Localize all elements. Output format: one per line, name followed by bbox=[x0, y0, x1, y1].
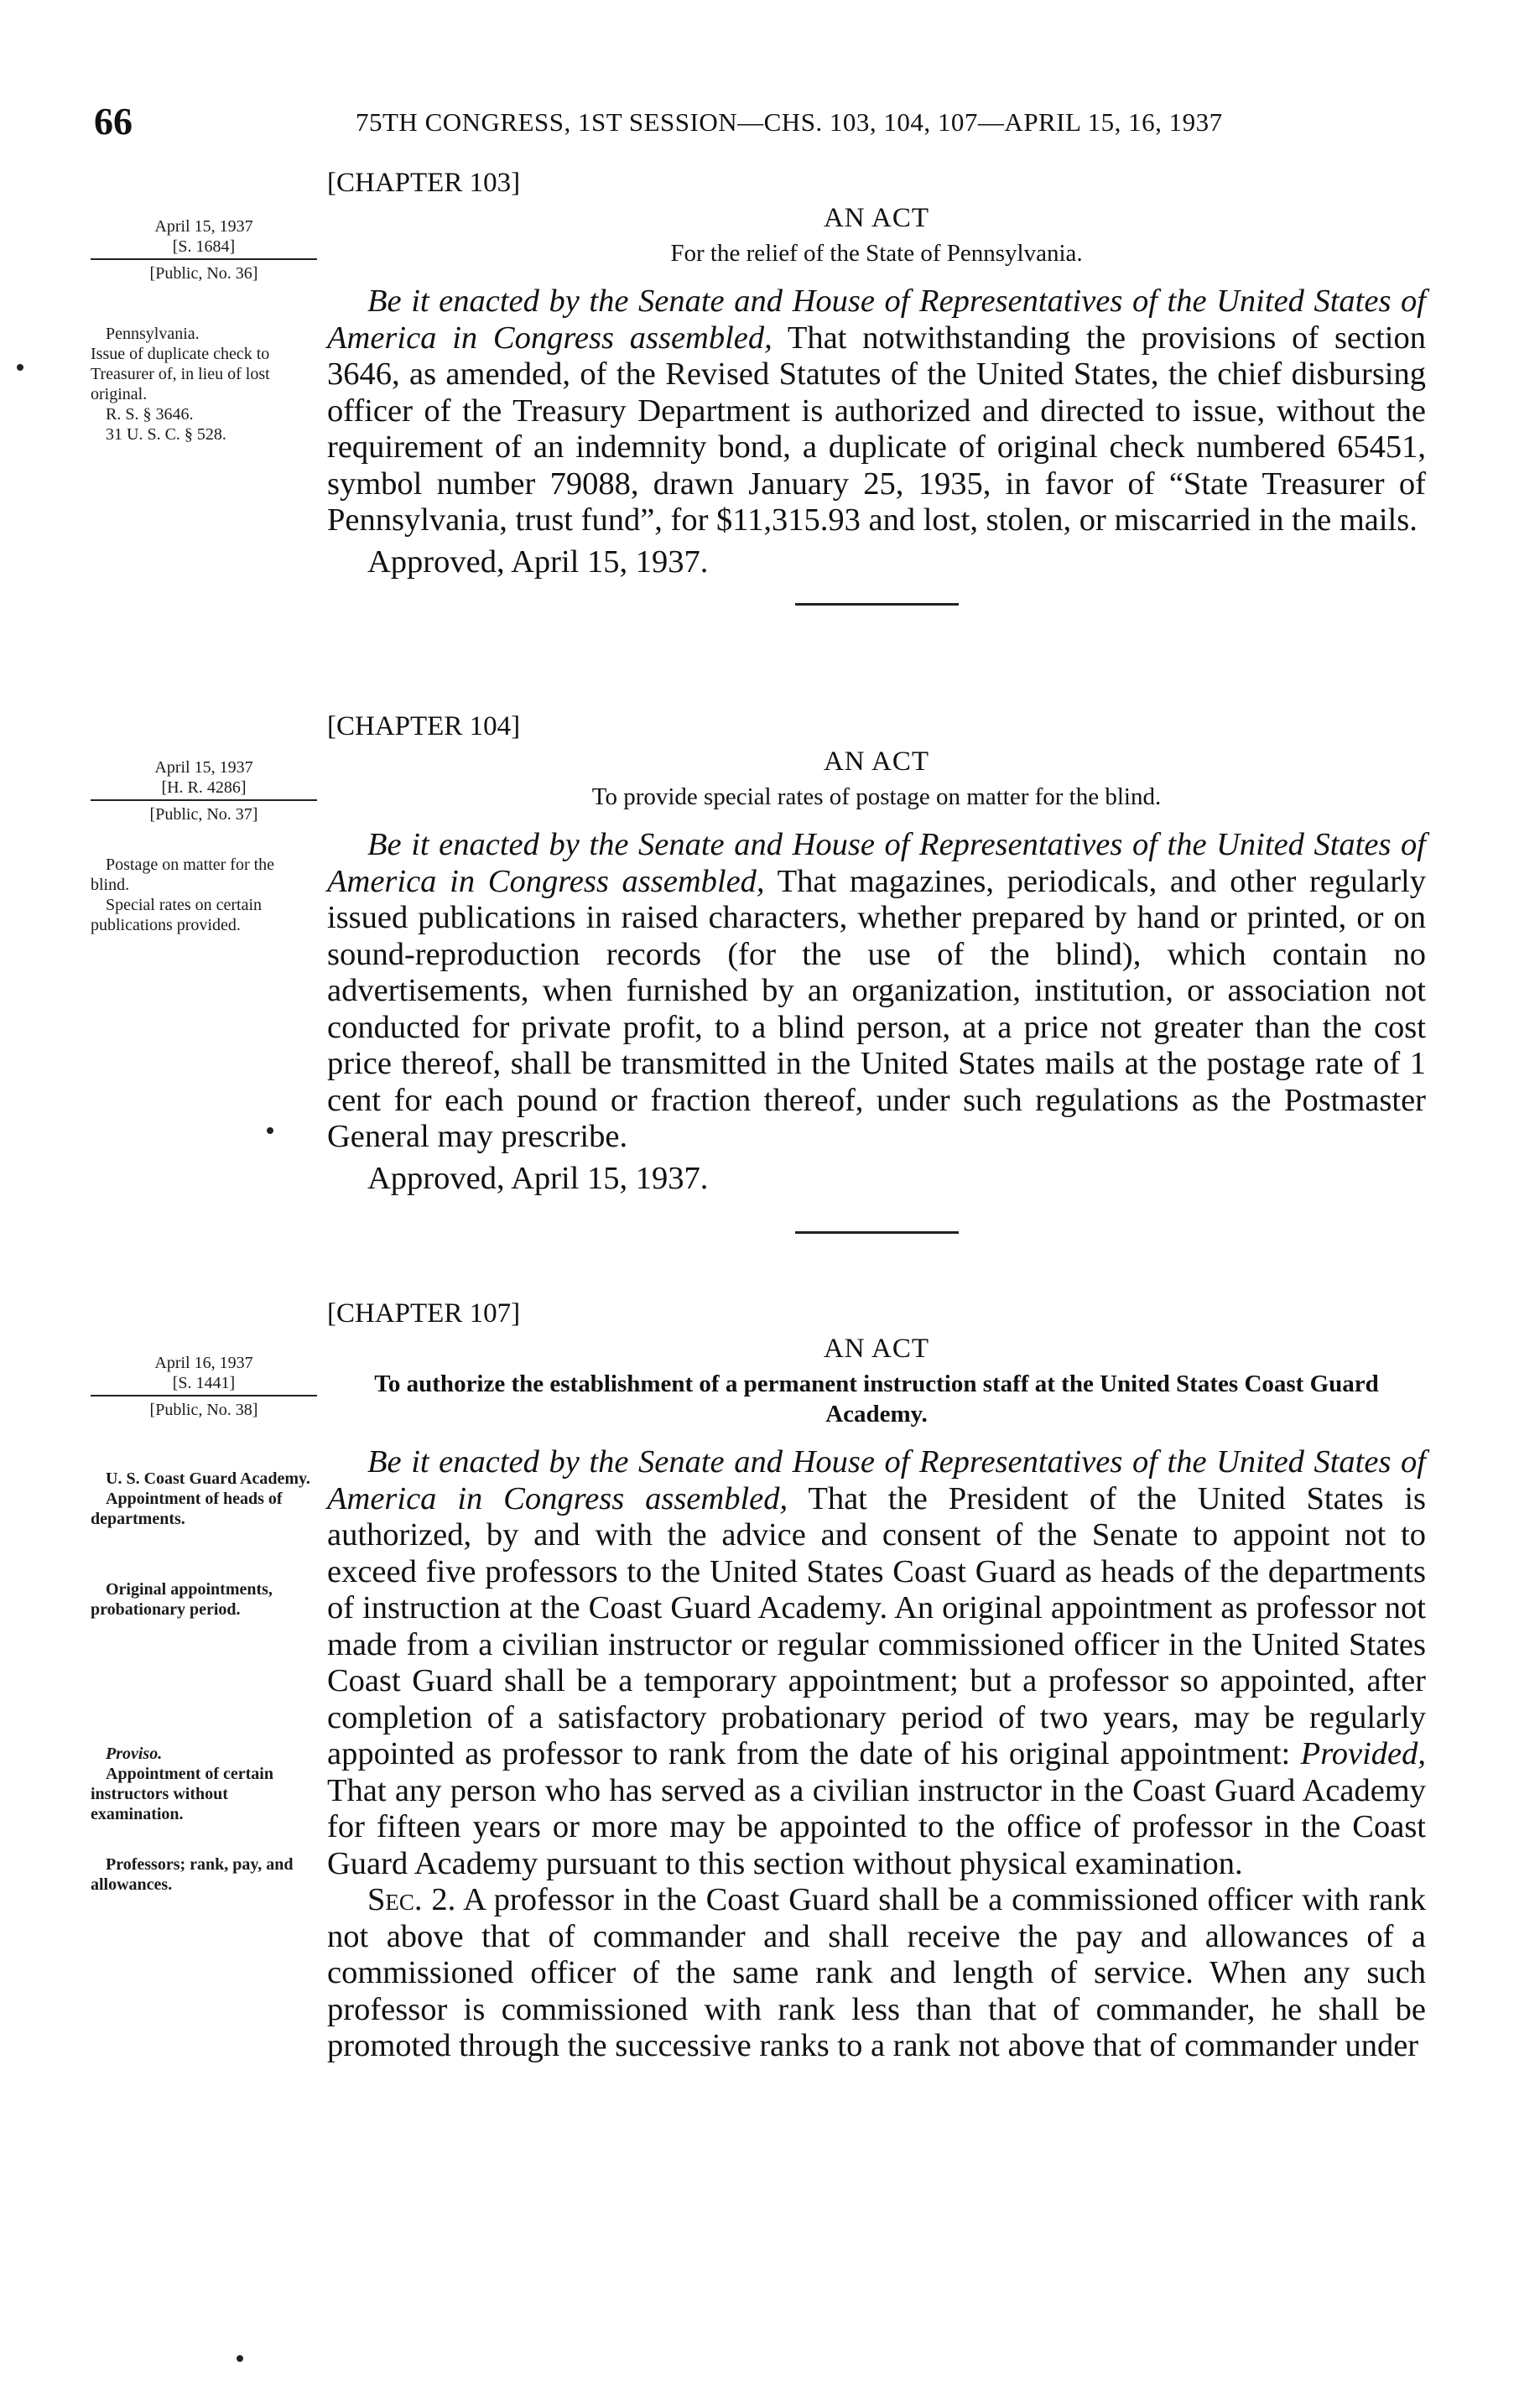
margin-note: Postage on matter for the blind. bbox=[91, 856, 275, 894]
enacting-clause: Be it enacted by the Senate and House of Representatives of the United States of America in Congress assembled, bbox=[327, 827, 1426, 899]
margin-bill: [S. 1441] bbox=[172, 1374, 236, 1392]
running-head-title: 75TH CONGRESS, 1ST SESSION—CHS. 103, 104, 107—APRIL 15, 16, 1937 bbox=[356, 107, 1223, 137]
enacting-clause: Be it enacted by the Senate and House of Representatives of the United States of America in Congress assembled, bbox=[327, 283, 1426, 356]
chapter-107 bbox=[327, 1298, 1426, 2065]
margin-note: Professors; rank, pay, and allowances. bbox=[91, 1855, 294, 1894]
chapter-label: [CHAPTER 104] bbox=[327, 711, 521, 741]
margin-note: Issue of duplicate check to Treasurer of, in lieu of lost original. bbox=[91, 345, 270, 403]
act-purpose: To provide special rates of postage on matter for the blind. bbox=[591, 783, 1162, 810]
chapter-label: [CHAPTER 103] bbox=[327, 168, 521, 198]
margin-public-law: [Public, No. 37] bbox=[149, 805, 258, 824]
section-label: Sec. 2. bbox=[367, 1882, 456, 1917]
proviso-word: Provided, bbox=[1300, 1736, 1426, 1771]
act-body: That magazines, periodicals, and other regularly issued publications in raised characters, whether prepared by hand or printed, or on sound-reproduction records (for the use of the blind), which contain no advertisements, when furnished by an organization, institution, or association not conducted for private profit, to a blind person, at a price not greater than the cost price thereof, shall be transmitted in the United States mails at the postage rate of 1 cent for each pound or fraction thereof, under such regulations as the Postmaster General may prescribe. bbox=[327, 863, 1426, 1154]
enacting-clause: Be it enacted by the Senate and House of Representatives of the United States of America in Congress assembled, bbox=[327, 1444, 1426, 1516]
an-act-heading: AN ACT bbox=[823, 1334, 930, 1364]
approved-line: Approved, April 15, 1937. bbox=[367, 1160, 709, 1196]
margin-note: 31 U. S. C. § 528. bbox=[106, 425, 226, 444]
margin-note: Appointment of heads of departments. bbox=[91, 1490, 283, 1528]
section-2-paragraph bbox=[327, 1882, 1426, 2065]
enacting-paragraph bbox=[327, 283, 1426, 539]
margin-bill: [H. R. 4286] bbox=[161, 778, 247, 797]
margin-date: April 16, 1937 bbox=[154, 1354, 253, 1372]
margin-note: R. S. § 3646. bbox=[106, 405, 194, 424]
section-divider bbox=[795, 1231, 959, 1234]
an-act-heading: AN ACT bbox=[823, 203, 930, 233]
margin-date: April 15, 1937 bbox=[154, 758, 253, 777]
margin-notes-ch107 bbox=[91, 1353, 317, 1895]
margin-public-law: [Public, No. 38] bbox=[149, 1401, 258, 1419]
scan-speck bbox=[237, 2355, 243, 2362]
section-divider bbox=[795, 603, 959, 606]
margin-note: Proviso. bbox=[106, 1745, 163, 1763]
margin-rule bbox=[91, 799, 317, 801]
running-head bbox=[94, 99, 1428, 149]
margin-note: Pennsylvania. bbox=[106, 325, 200, 343]
margin-rule bbox=[91, 1395, 317, 1396]
page-number: 66 bbox=[94, 100, 133, 143]
section-2-text: A professor in the Coast Guard shall be a commissioned officer with rank not above that of commander and shall receive the pay and allowances of a commissioned officer of the same rank and length of service. When any such professor is commissioned with rank less than that of commander, he shall be promoted through the successive ranks to a rank not above that of commander under bbox=[327, 1882, 1426, 2063]
margin-note: Special rates on certain publications provided. bbox=[91, 896, 263, 934]
approved-line: Approved, April 15, 1937. bbox=[367, 543, 709, 580]
margin-rule bbox=[91, 258, 317, 260]
margin-date: April 15, 1937 bbox=[154, 217, 253, 236]
margin-note: Original appointments, probationary period. bbox=[91, 1580, 273, 1619]
margin-bill: [S. 1684] bbox=[172, 237, 236, 256]
chapter-label: [CHAPTER 107] bbox=[327, 1298, 521, 1329]
margin-notes-ch104 bbox=[91, 757, 317, 935]
margin-notes-ch103 bbox=[91, 216, 317, 445]
act-body: That the President of the United States is authorized, by and with the advice and consent of the Senate to appoint not to exceed five professors to the United States Coast Guard as heads of the departments of instruction at the Coast Guard Academy. An original appointment as professor not made from a civilian instructor or regular commissioned officer in the United States Coast Guard shall be a temporary appointment; but a professor so appointed, after completion of a satisfactory probationary period of two years, may be regularly appointed as professor to rank from the date of his original appointment: bbox=[327, 1480, 1426, 1771]
act-purpose: For the relief of the State of Pennsylvania. bbox=[670, 240, 1083, 267]
act-body: That notwithstanding the provisions of section 3646, as amended, of the Revised Statutes of the United States, the chief disbursing officer of the Treasury Department is authorized and directed to issue, without the requirement of an indemnity bond, a duplicate of original check numbered 65451, symbol number 79088, drawn January 25, 1935, in favor of “State Treasurer of Pennsylvania, trust fund”, for $11,315.93 and lost, stolen, or miscarried in the mails. bbox=[327, 320, 1426, 538]
an-act-heading: AN ACT bbox=[823, 746, 930, 777]
scan-speck bbox=[17, 364, 23, 371]
margin-public-law: [Public, No. 36] bbox=[149, 264, 258, 283]
chapter-104 bbox=[327, 711, 1426, 1234]
margin-note: U. S. Coast Guard Academy. bbox=[106, 1469, 310, 1488]
act-body-proviso: That any person who has served as a civilian instructor in the Coast Guard Academy for fifteen years or more may be appointed to the office of professor in the Coast Guard Academy pursuant to this section without physical examination. bbox=[327, 1772, 1426, 1881]
act-purpose: To authorize the establishment of a permanent instruction staff at the United States Coast Guard Academy. bbox=[374, 1370, 1379, 1428]
scan-speck bbox=[267, 1127, 273, 1134]
enacting-paragraph bbox=[327, 1444, 1426, 1882]
margin-note: Appointment of certain instructors without examination. bbox=[91, 1765, 273, 1823]
chapter-103 bbox=[327, 168, 1426, 606]
enacting-paragraph bbox=[327, 827, 1426, 1156]
